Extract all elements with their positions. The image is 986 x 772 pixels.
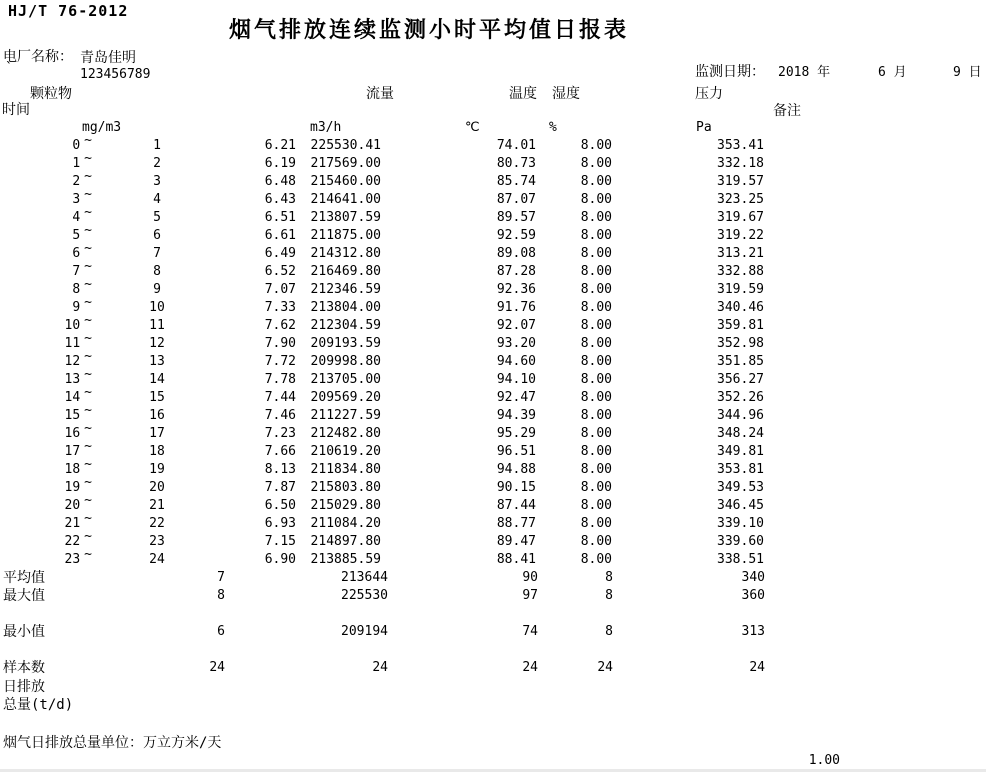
hour-end: 2 xyxy=(153,156,161,171)
column-header-humidity: 湿度 xyxy=(552,86,580,102)
hour-start: 14 xyxy=(64,390,81,405)
hour-end: 6 xyxy=(153,228,161,243)
flow-value: 211875.00 xyxy=(310,228,381,243)
table-row xyxy=(0,259,986,281)
pm-value: 6.50 xyxy=(264,498,296,513)
hour-range xyxy=(20,511,92,533)
table-row xyxy=(0,475,986,497)
humidity-value: 8.00 xyxy=(580,246,612,261)
flow-value: 225530.41 xyxy=(310,138,381,153)
humidity-value: 24 xyxy=(597,660,613,675)
hour-start: 8 xyxy=(72,282,81,297)
temp-value: 74 xyxy=(522,624,538,639)
pm-value: 8 xyxy=(217,588,225,603)
temp-value: 89.47 xyxy=(496,534,536,549)
table-row xyxy=(0,187,986,209)
temp-value: 95.29 xyxy=(496,426,536,441)
hour-start: 23 xyxy=(64,552,81,567)
hour-start: 6 xyxy=(72,246,81,261)
hour-end: 14 xyxy=(149,372,165,387)
hour-start: 21 xyxy=(64,516,81,531)
hour-end: 12 xyxy=(149,336,165,351)
pressure-value: 323.25 xyxy=(717,192,764,207)
hour-start: 16 xyxy=(64,426,81,441)
hour-start: 22 xyxy=(64,534,81,549)
column-header-pm: 颗粒物 xyxy=(30,86,72,102)
hour-start: 12 xyxy=(64,354,81,369)
hour-end: 8 xyxy=(153,264,161,279)
hour-end: 15 xyxy=(149,390,165,405)
flow-value: 209998.80 xyxy=(310,354,381,369)
flow-value: 209193.59 xyxy=(310,336,381,351)
hour-start: 15 xyxy=(64,408,81,423)
tilde-separator: ~ xyxy=(84,493,92,508)
humidity-value: 8.00 xyxy=(580,318,612,333)
pressure-value: 332.88 xyxy=(717,264,764,279)
pressure-value: 313 xyxy=(741,624,765,639)
table-row xyxy=(0,331,986,353)
table-row xyxy=(0,151,986,173)
pressure-value: 349.53 xyxy=(717,480,764,495)
tilde-separator: ~ xyxy=(84,475,92,490)
hour-end: 24 xyxy=(149,552,165,567)
pm-value: 6.43 xyxy=(264,192,296,207)
pressure-value: 346.45 xyxy=(717,498,764,513)
temp-value: 89.08 xyxy=(496,246,536,261)
humidity-value: 8.00 xyxy=(580,282,612,297)
summary-label: 样本数 xyxy=(3,660,45,676)
standard-code: HJ/T 76-2012 xyxy=(8,2,129,20)
pressure-value: 353.81 xyxy=(717,462,764,477)
pm-value: 7.87 xyxy=(264,480,296,495)
hour-range xyxy=(20,385,92,407)
flow-value: 213807.59 xyxy=(310,210,381,225)
tilde-separator: ~ xyxy=(84,223,92,238)
tilde-separator: ~ xyxy=(84,403,92,418)
pressure-value: 319.67 xyxy=(717,210,764,225)
pm-value: 7.78 xyxy=(264,372,296,387)
flow-value: 210619.20 xyxy=(310,444,381,459)
unit-pm: mg/m3 xyxy=(82,120,122,135)
table-row xyxy=(0,133,986,155)
monitor-date-day: 9 日 xyxy=(953,65,982,80)
temp-value: 94.10 xyxy=(496,372,536,387)
hour-range xyxy=(20,475,92,497)
hour-range xyxy=(20,259,92,281)
pm-value: 6.61 xyxy=(264,228,296,243)
pm-value: 7.44 xyxy=(264,390,296,405)
temp-value: 94.39 xyxy=(496,408,536,423)
flow-value: 216469.80 xyxy=(310,264,381,279)
table-row xyxy=(0,511,986,533)
flow-value: 211834.80 xyxy=(310,462,381,477)
temp-value: 92.47 xyxy=(496,390,536,405)
tilde-separator: ~ xyxy=(84,241,92,256)
table-row xyxy=(0,421,986,443)
hour-start: 0 xyxy=(72,138,81,153)
temp-value: 80.73 xyxy=(496,156,536,171)
temp-value: 90.15 xyxy=(496,480,536,495)
hour-start: 7 xyxy=(72,264,81,279)
pm-value: 7.72 xyxy=(264,354,296,369)
hour-end: 22 xyxy=(149,516,165,531)
hour-end: 4 xyxy=(153,192,161,207)
summary-row-max xyxy=(0,587,986,605)
flow-value: 214641.00 xyxy=(310,192,381,207)
tilde-separator: ~ xyxy=(84,187,92,202)
unit-humidity: % xyxy=(549,120,557,135)
tilde-separator: ~ xyxy=(84,133,92,148)
plant-name-value: 青岛佳明 xyxy=(80,50,136,66)
hour-range xyxy=(20,313,92,335)
table-row xyxy=(0,385,986,407)
hour-end: 7 xyxy=(153,246,161,261)
plant-name-label: 电厂名称： xyxy=(3,49,73,65)
humidity-value: 8.00 xyxy=(580,210,612,225)
temp-value: 24 xyxy=(522,660,538,675)
tilde-separator: ~ xyxy=(84,295,92,310)
pm-value: 6.19 xyxy=(264,156,296,171)
humidity-value: 8.00 xyxy=(580,354,612,369)
tilde-separator: ~ xyxy=(84,457,92,472)
humidity-value: 8.00 xyxy=(580,228,612,243)
pressure-value: 319.59 xyxy=(717,282,764,297)
hour-end: 10 xyxy=(149,300,165,315)
pm-value: 6.90 xyxy=(264,552,296,567)
humidity-value: 8.00 xyxy=(580,156,612,171)
flow-value: 212304.59 xyxy=(310,318,381,333)
humidity-value: 8.00 xyxy=(580,462,612,477)
temp-value: 89.57 xyxy=(496,210,536,225)
pressure-value: 360 xyxy=(741,588,765,603)
temp-value: 87.28 xyxy=(496,264,536,279)
humidity-value: 8.00 xyxy=(580,264,612,279)
pm-value: 6.52 xyxy=(264,264,296,279)
pm-value: 7.23 xyxy=(264,426,296,441)
tilde-separator: ~ xyxy=(84,511,92,526)
humidity-value: 8.00 xyxy=(580,426,612,441)
flow-value: 213705.00 xyxy=(310,372,381,387)
humidity-value: 8.00 xyxy=(580,192,612,207)
pressure-value: 349.81 xyxy=(717,444,764,459)
pm-value: 6 xyxy=(217,624,225,639)
pressure-value: 24 xyxy=(749,660,765,675)
temp-value: 97 xyxy=(522,588,538,603)
humidity-value: 8.00 xyxy=(580,336,612,351)
pm-value: 7.62 xyxy=(264,318,296,333)
humidity-value: 8.00 xyxy=(580,480,612,495)
humidity-value: 8.00 xyxy=(580,300,612,315)
tilde-separator: ~ xyxy=(84,529,92,544)
temp-value: 91.76 xyxy=(496,300,536,315)
pressure-value: 319.22 xyxy=(717,228,764,243)
pressure-value: 340.46 xyxy=(717,300,764,315)
monitor-date-label: 监测日期： xyxy=(695,64,765,80)
humidity-value: 8.00 xyxy=(580,498,612,513)
table-row xyxy=(0,349,986,371)
flow-value: 213885.59 xyxy=(310,552,381,567)
hour-range xyxy=(20,295,92,317)
hour-end: 23 xyxy=(149,534,165,549)
table-row xyxy=(0,223,986,245)
flow-value: 211227.59 xyxy=(310,408,381,423)
pm-value: 7.46 xyxy=(264,408,296,423)
tilde-separator: ~ xyxy=(84,439,92,454)
table-row xyxy=(0,313,986,335)
temp-value: 94.88 xyxy=(496,462,536,477)
pm-value: 24 xyxy=(209,660,225,675)
pm-value: 7.33 xyxy=(264,300,296,315)
flow-value: 214897.80 xyxy=(310,534,381,549)
pressure-value: 313.21 xyxy=(717,246,764,261)
tilde-separator: ~ xyxy=(84,169,92,184)
hour-start: 10 xyxy=(64,318,81,333)
page-number: 1.00 xyxy=(808,753,840,768)
temp-value: 90 xyxy=(522,570,538,585)
pm-value: 6.21 xyxy=(264,138,296,153)
pm-value: 6.49 xyxy=(264,246,296,261)
temp-value: 96.51 xyxy=(496,444,536,459)
table-row xyxy=(0,367,986,389)
pressure-value: 359.81 xyxy=(717,318,764,333)
tilde-separator: ~ xyxy=(84,421,92,436)
hour-start: 20 xyxy=(64,498,81,513)
hour-range xyxy=(20,547,92,569)
humidity-value: 8.00 xyxy=(580,408,612,423)
pressure-value: 352.98 xyxy=(717,336,764,351)
temp-value: 85.74 xyxy=(496,174,536,189)
hour-range xyxy=(20,277,92,299)
unit-pressure: Pa xyxy=(696,120,712,135)
hour-end: 18 xyxy=(149,444,165,459)
hour-end: 5 xyxy=(153,210,161,225)
table-row xyxy=(0,169,986,191)
column-header-flow: 流量 xyxy=(366,86,394,102)
summary-label: 最小值 xyxy=(3,624,45,640)
temp-value: 92.59 xyxy=(496,228,536,243)
hour-range xyxy=(20,403,92,425)
plant-code-value: 123456789 xyxy=(80,67,151,82)
hour-end: 13 xyxy=(149,354,165,369)
pressure-value: 352.26 xyxy=(717,390,764,405)
pm-value: 6.93 xyxy=(264,516,296,531)
pressure-value: 356.27 xyxy=(717,372,764,387)
flow-value: 215029.80 xyxy=(310,498,381,513)
flow-value: 212346.59 xyxy=(310,282,381,297)
tilde-separator: ~ xyxy=(84,205,92,220)
table-row xyxy=(0,439,986,461)
hour-end: 3 xyxy=(153,174,161,189)
hour-range xyxy=(20,205,92,227)
flow-value: 209194 xyxy=(341,624,388,639)
humidity-value: 8 xyxy=(605,588,613,603)
report-title: 烟气排放连续监测小时平均值日报表 xyxy=(229,18,630,43)
hour-end: 11 xyxy=(149,318,165,333)
humidity-value: 8.00 xyxy=(580,138,612,153)
temp-value: 93.20 xyxy=(496,336,536,351)
hour-range xyxy=(20,457,92,479)
pressure-value: 344.96 xyxy=(717,408,764,423)
humidity-value: 8.00 xyxy=(580,174,612,189)
tilde-separator: ~ xyxy=(84,313,92,328)
tilde-separator: ~ xyxy=(84,277,92,292)
table-row xyxy=(0,277,986,299)
hour-start: 13 xyxy=(64,372,81,387)
hour-range xyxy=(20,223,92,245)
monitor-date-year: 2018 年 xyxy=(778,65,831,80)
tilde-separator: ~ xyxy=(84,349,92,364)
pm-value: 7.15 xyxy=(264,534,296,549)
tilde-separator: ~ xyxy=(84,259,92,274)
pressure-value: 339.10 xyxy=(717,516,764,531)
summary-row-samples xyxy=(0,659,986,677)
hour-range xyxy=(20,349,92,371)
hour-range xyxy=(20,187,92,209)
humidity-value: 8.00 xyxy=(580,516,612,531)
monitor-date-month: 6 月 xyxy=(878,65,907,80)
column-header-remark: 备注 xyxy=(773,103,801,119)
pm-value: 8.13 xyxy=(264,462,296,477)
hour-start: 5 xyxy=(72,228,81,243)
hour-range xyxy=(20,367,92,389)
flow-value: 215460.00 xyxy=(310,174,381,189)
footer-unit-note: 烟气日排放总量单位：万立方米/天 xyxy=(3,735,222,751)
tilde-separator: ~ xyxy=(84,367,92,382)
humidity-value: 8 xyxy=(605,624,613,639)
flow-value: 209569.20 xyxy=(310,390,381,405)
daily-emission-label-line2: 总量(t/d) xyxy=(3,697,74,713)
pm-value: 7 xyxy=(217,570,225,585)
hour-range xyxy=(20,529,92,551)
hour-start: 11 xyxy=(64,336,81,351)
unit-flow: m3/h xyxy=(310,120,342,135)
pressure-value: 351.85 xyxy=(717,354,764,369)
summary-row-average xyxy=(0,569,986,587)
flow-value: 212482.80 xyxy=(310,426,381,441)
pressure-value: 338.51 xyxy=(717,552,764,567)
column-header-time: 时间 xyxy=(2,102,30,118)
temp-value: 87.07 xyxy=(496,192,536,207)
hour-range xyxy=(20,241,92,263)
flow-value: 213804.00 xyxy=(310,300,381,315)
pm-value: 6.51 xyxy=(264,210,296,225)
hour-start: 19 xyxy=(64,480,81,495)
hour-end: 19 xyxy=(149,462,165,477)
hour-end: 17 xyxy=(149,426,165,441)
flow-value: 24 xyxy=(372,660,388,675)
table-row xyxy=(0,493,986,515)
summary-row-min xyxy=(0,623,986,641)
table-row xyxy=(0,205,986,227)
temp-value: 94.60 xyxy=(496,354,536,369)
tilde-separator: ~ xyxy=(84,385,92,400)
flow-value: 211084.20 xyxy=(310,516,381,531)
flow-value: 217569.00 xyxy=(310,156,381,171)
tilde-separator: ~ xyxy=(84,547,92,562)
pm-value: 7.07 xyxy=(264,282,296,297)
hour-start: 17 xyxy=(64,444,81,459)
hour-range xyxy=(20,439,92,461)
hour-start: 1 xyxy=(72,156,81,171)
temp-value: 87.44 xyxy=(496,498,536,513)
tilde-separator: ~ xyxy=(84,151,92,166)
daily-emission-label-line1: 日排放 xyxy=(3,679,45,695)
pressure-value: 332.18 xyxy=(717,156,764,171)
humidity-value: 8.00 xyxy=(580,390,612,405)
pm-value: 6.48 xyxy=(264,174,296,189)
hour-range xyxy=(20,331,92,353)
flow-value: 215803.80 xyxy=(310,480,381,495)
flow-value: 213644 xyxy=(341,570,388,585)
pressure-value: 339.60 xyxy=(717,534,764,549)
flow-value: 214312.80 xyxy=(310,246,381,261)
hour-end: 20 xyxy=(149,480,165,495)
column-header-pressure: 压力 xyxy=(695,86,723,102)
temp-value: 88.41 xyxy=(496,552,536,567)
hour-start: 2 xyxy=(72,174,81,189)
unit-temperature: ℃ xyxy=(465,120,480,135)
pm-value: 7.66 xyxy=(264,444,296,459)
summary-label: 最大值 xyxy=(3,588,45,604)
hour-start: 18 xyxy=(64,462,81,477)
plant-tick-mark: ` xyxy=(5,61,13,76)
table-row xyxy=(0,403,986,425)
temp-value: 88.77 xyxy=(496,516,536,531)
hour-end: 1 xyxy=(153,138,161,153)
temp-value: 92.07 xyxy=(496,318,536,333)
humidity-value: 8 xyxy=(605,570,613,585)
hour-start: 4 xyxy=(72,210,81,225)
table-row xyxy=(0,529,986,551)
hour-range xyxy=(20,421,92,443)
flow-value: 225530 xyxy=(341,588,388,603)
hour-end: 21 xyxy=(149,498,165,513)
tilde-separator: ~ xyxy=(84,331,92,346)
summary-label: 平均值 xyxy=(3,570,45,586)
temp-value: 92.36 xyxy=(496,282,536,297)
table-row xyxy=(0,295,986,317)
hour-range xyxy=(20,169,92,191)
temp-value: 74.01 xyxy=(496,138,536,153)
hour-end: 16 xyxy=(149,408,165,423)
hour-start: 3 xyxy=(72,192,81,207)
column-header-temperature: 温度 xyxy=(509,86,537,102)
hour-range xyxy=(20,493,92,515)
pressure-value: 348.24 xyxy=(717,426,764,441)
humidity-value: 8.00 xyxy=(580,534,612,549)
table-row xyxy=(0,547,986,569)
table-row xyxy=(0,457,986,479)
hour-start: 9 xyxy=(72,300,81,315)
pressure-value: 319.57 xyxy=(717,174,764,189)
humidity-value: 8.00 xyxy=(580,372,612,387)
pressure-value: 340 xyxy=(741,570,765,585)
pressure-value: 353.41 xyxy=(717,138,764,153)
humidity-value: 8.00 xyxy=(580,552,612,567)
hour-range xyxy=(20,133,92,155)
pm-value: 7.90 xyxy=(264,336,296,351)
hour-range xyxy=(20,151,92,173)
table-row xyxy=(0,241,986,263)
hour-end: 9 xyxy=(153,282,161,297)
humidity-value: 8.00 xyxy=(580,444,612,459)
